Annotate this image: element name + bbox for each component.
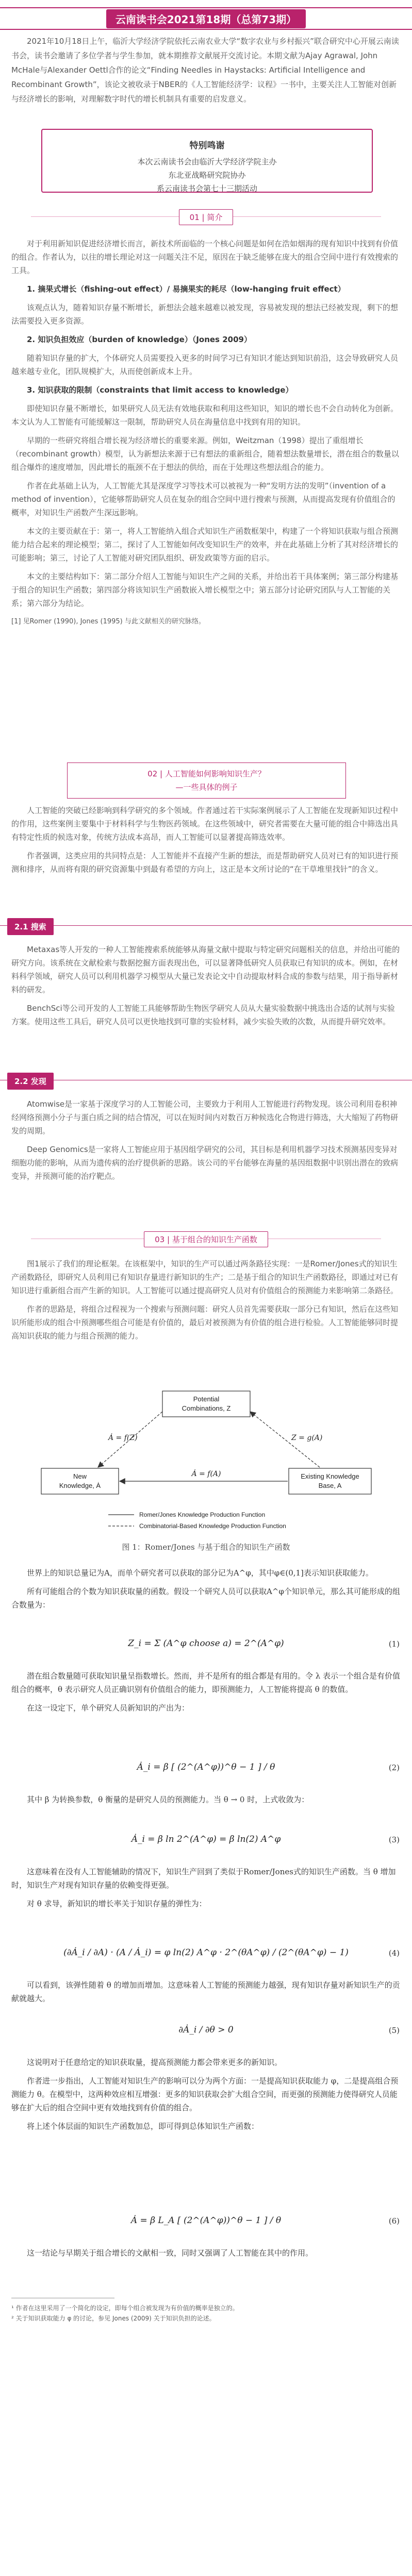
section-02-heading xyxy=(67,762,346,799)
subsection-2-1-heading xyxy=(0,917,412,935)
subsection-2-1-body xyxy=(11,943,401,1033)
section-03-title: 03 | 基于组合的知识生产函数 xyxy=(144,1231,268,1247)
section-03-heading xyxy=(0,1231,412,1247)
legend-label-1: Romer/Jones Knowledge Production Function xyxy=(139,1511,266,1518)
section-02-subtitle: —一些具体的例子 xyxy=(175,783,238,792)
box-top-line-1: Potential xyxy=(193,1395,220,1403)
model-text-1 xyxy=(11,1566,401,1617)
equation-5-number: (5) xyxy=(388,2026,400,2035)
acknowledgement-line-2: 东北亚战略研究院协办 xyxy=(168,171,246,180)
section-01-heading xyxy=(0,209,412,225)
label-g-of-a: Z = g(A) xyxy=(291,1434,323,1442)
model-text-6 xyxy=(11,2056,401,2138)
s02-paragraph-1: 人工智能的突破已经影响到科学研究的多个领域。作者通过若干实际案例展示了人工智能在发现新知识过程中的作用，这些案例主要集中于材料科学与生物医药领域。在这些领域中，研究者需要在大量可能的组合中筛选出具有特定性质的候选对象，传统方法成本高昂，而人工智能可以显著提高筛选效率。 xyxy=(11,806,399,842)
section-02-intro xyxy=(11,804,401,881)
box-right-line-2: Base, A xyxy=(318,1482,342,1489)
s01-point-2-heading: 2. 知识负担效应（burden of knowledge）（Jones 2009） xyxy=(27,335,252,344)
subsection-rule xyxy=(0,925,412,926)
model-text-3 xyxy=(11,1793,401,1811)
s01-paragraph-1: 对于利用新知识促进经济增长而言，新技术所面临的一个核心问题是如何在浩如烟海的现有知识中找到有价值的组合。作者认为，以往的增长理论对这一问题关注不足，原因在于缺乏能够在庞大的组合空间中进行有效搜索的工具。 xyxy=(11,239,399,275)
intro-paragraph xyxy=(11,34,401,106)
acknowledgement-line-1: 本次云南读书会由临沂大学经济学院主办 xyxy=(137,157,277,166)
math-paragraph-8: 可以看到，该弹性随着 θ 的增加而增加。这意味着人工智能的预测能力越强，现有知识存量对新知识生产的贡献就越大。 xyxy=(11,1980,400,2003)
equation-4: (∂Ȧ_i / ∂A) · (A / Ȧ_i) = φ ln(2) A^φ · 2^(θA^φ) / (2^(θA^φ) − 1) xyxy=(63,1947,349,1958)
s01-paragraph-5: 早期的一些研究将组合增长视为经济增长的重要来源。例如，Weitzman（1998）提出了重组增长（recombinant growth）模型，认为新想法来源于已有想法的重新组合，随着想法数量增长，潜在组合的数量以组合爆炸的速度增加，因此增长的瓶颈不在于想法的供给，而在于处理这些想法组合的能力。 xyxy=(11,436,399,472)
acknowledgement-title: 特别鸣谢 xyxy=(189,141,225,151)
subsection-2-2-heading xyxy=(0,1072,412,1089)
figure-caption: 图 1：Romer/Jones 与基于组合的知识生产函数 xyxy=(122,1543,290,1552)
label-f-of-a: Ȧ = f(A) xyxy=(191,1470,221,1478)
equation-3-number: (3) xyxy=(388,1835,400,1844)
s01-point-1-heading: 1. 摘果式增长（fishing-out effect）/ 易摘果实的耗尽（low-hanging fruit effect） xyxy=(27,284,345,294)
label-f-of-z: Ȧ = f(Z) xyxy=(108,1434,138,1442)
box-left-line-1: New xyxy=(73,1472,87,1480)
section-01-title: 01 | 简介 xyxy=(179,209,234,225)
s01-footnote: [1] 见Romer (1990), Jones (1995) 与此文献相关的研究脉络。 xyxy=(11,618,205,625)
equation-1: Z_i = Σ (A^φ choose a) = 2^(A^φ) xyxy=(128,1638,284,1649)
s02-paragraph-6: Deep Genomics是一家将人工智能应用于基因组学研究的公司，其目标是利用机器学习技术预测基因变异对细胞功能的影响，从而为遗传病的治疗提供新的思路。该公司的平台能够在海量的基因组数据中识别出潜在的致病变异，并预测可能的治疗靶点。 xyxy=(11,1145,399,1181)
equation-6: Ȧ = β L_A [ (2^(A^φ))^θ − 1 ] / θ xyxy=(130,2215,282,2226)
equation-6-number: (6) xyxy=(388,2216,400,2226)
s01-paragraph-7: 本文的主要贡献在于：第一，将人工智能纳入组合式知识生产函数框架中，构建了一个将知识获取与组合预测能力结合起来的理论模型；第二，探讨了人工智能如何改变知识生产的效率，并在此基础上分析了其对经济增长的可能影响；第三，讨论了人工智能对研究团队组织、研发政策等方面的启示。 xyxy=(11,527,399,563)
intro-text: 2021年10月18日上午，临沂大学经济学院依托云南农业大学“数字农业与乡村振兴”联合研究中心开展云南读书会，读书会邀请了多位学者与学生参加，就本期推荐文献展开交流讨论。本期文献为Ajay Agrawal, John McHale与Alexander Oettl合作的论文“Finding Needles in Haystacks: Artificial Intelligence and Recombinant Growth”，该论文被收录于NBER的《人工智能经济学：议程》一书中，主要关注人工智能对创新与经济增长的影响，对理解数字时代的增长机制具有重要的启发意义。 xyxy=(11,37,399,104)
issue-tag: 云南读书会2021第18期（总第73期） xyxy=(106,9,306,28)
footnote-2: ² 关于知识获取能力 φ 的讨论，参见 Jones (2009) 关于知识负担的论述。 xyxy=(11,2315,216,2322)
s01-paragraph-4: 即使知识存量不断增长，如果研究人员无法有效地获取和利用这些知识，知识的增长也不会自动转化为创新。本文认为人工智能有可能缓解这一限制，帮助研究人员在海量信息中找到有用的知识。 xyxy=(11,404,399,427)
footnotes xyxy=(11,2303,401,2324)
math-paragraph-5: 其中 β 为转换参数，θ 衡量的是研究人员的预测能力。当 θ → 0 时，上式收敛为： xyxy=(27,1795,309,1804)
math-paragraph-12: 这一结论与早期关于组合增长的文献相一致，同时又强调了人工智能在其中的作用。 xyxy=(27,2248,314,2258)
model-text-5 xyxy=(11,1978,401,2010)
model-text-4 xyxy=(11,1865,401,1916)
box-top-line-2: Combinations, Z xyxy=(182,1404,231,1412)
section-01-body xyxy=(11,237,401,634)
s02-paragraph-5: Atomwise是一家基于深度学习的人工智能公司，主要致力于利用人工智能进行药物发现。该公司利用卷积神经网络预测小分子与蛋白质之间的结合情况，可以在短时间内对数百万种候选化合物进行筛选，大大缩短了药物研发的周期。 xyxy=(11,1099,399,1136)
section-03-body xyxy=(11,1257,401,1348)
math-paragraph-11: 将上述个体层面的知识生产函数加总，即可得到总体知识生产函数： xyxy=(27,2122,259,2131)
equation-1-number: (1) xyxy=(388,1639,400,1649)
s03-paragraph-2: 作者的思路是，将组合过程视为一个搜索与预测问题：研究人员首先需要获取一部分已有知识，然后在这些知识所能形成的组合中预测哪些组合可能是有价值的，最后对被预测为有价值的组合进行检验。人工智能能够同时提高知识获取的能力与组合预测的能力。 xyxy=(11,1304,399,1341)
footnote-1: ¹ 作者在这里采用了一个简化的设定，即每个组合被发现为有价值的概率是独立的。 xyxy=(11,2304,239,2312)
s01-paragraph-3: 随着知识存量的扩大，个体研究人员需要投入更多的时间学习已有知识才能达到知识前沿，这会导致研究人员越来越专业化，团队规模扩大，从而使创新成本上升。 xyxy=(11,353,399,376)
s02-paragraph-2: 作者强调，这类应用的共同特点是：人工智能并不直接产生新的想法，而是帮助研究人员对已有的知识进行预测和排序，从而将有限的研究资源集中到最有希望的方向上，这正是本文所讨论的“在干草堆里找针”的含义。 xyxy=(11,851,399,874)
s01-paragraph-6: 作者在此基础上认为，人工智能尤其是深度学习等技术可以被视为一种“发明方法的发明”（invention of a method of invention），它能够帮助研究人员在复杂的组合空间中进行搜索与预测，从而提高发现有价值组合的概率，对知识生产函数产生深远影响。 xyxy=(11,481,395,517)
subsection-2-2-body xyxy=(11,1097,401,1188)
s03-paragraph-1: 图1展示了我们的理论框架。在该框架中，知识的生产可以通过两条路径实现：一是Romer/Jones式的知识生产函数路径，即研究人员利用已有知识存量进行新知识的生产；二是基于组合的知识生产函数路径，即通过对已有知识进行重新组合而产生新的知识。人工智能可以通过提高研究人员对有价值组合的预测能力来影响第二条路径。 xyxy=(11,1259,399,1295)
s01-paragraph-2: 该观点认为，随着知识存量不断增长，新想法会越来越难以被发现，容易被发现的想法已经被发现，剩下的想法需要投入更多资源。 xyxy=(11,303,399,326)
box-left-line-2: Knowledge, Ȧ xyxy=(59,1482,101,1489)
box-right-line-1: Existing Knowledge xyxy=(301,1472,359,1480)
subsection-2-1-label: 2.1 搜索 xyxy=(7,918,54,935)
math-paragraph-7: 对 θ 求导，新知识的增长率关于知识存量的弹性为： xyxy=(27,1899,207,1908)
knowledge-production-diagram xyxy=(31,1386,381,1535)
s01-point-3-heading: 3. 知识获取的限制（constraints that limit access to knowledge） xyxy=(27,385,293,395)
math-paragraph-3: 潜在组合数量随可获取知识量呈指数增长。然而，并不是所有的组合都是有用的。令 λ 表示一个组合是有价值组合的概率，θ 表示研究人员正确识别有价值组合的能力，即预测能力，人工智能将提高 θ 的数值。 xyxy=(11,1671,401,1694)
equation-5: ∂Ȧ_i / ∂θ > 0 xyxy=(178,2025,234,2035)
model-text-7 xyxy=(11,2246,401,2265)
math-paragraph-2: 所有可能组合的个数为知识获取量的函数。假设一个研究人员可以获取A^φ个知识单元，那么其可能形成的组合数量为： xyxy=(11,1587,400,1609)
math-paragraph-1: 世界上的知识总量记为A，而单个研究者可以获取的部分记为A^φ，其中φ∈(0,1]表示知识获取能力。 xyxy=(27,1568,373,1578)
s02-paragraph-4: BenchSci等公司开发的人工智能工具能够帮助生物医学研究人员从大量实验数据中挑选出合适的试剂与实验方案。使用这些工具后，研究人员可以更快地找到可靠的实验材料，减少实验失败的次数，从而提升研究效率。 xyxy=(11,1004,395,1026)
math-paragraph-10: 作者进一步指出，人工智能对知识生产的影响可以分为两个方面：一是提高知识获取能力 φ，二是提高组合预测能力 θ。在模型中，这两种效应相互增强：更多的知识获取会扩大组合空间，而更强的预测能力使得研究人员能够在扩大后的组合空间中更有效地找到有价值的组合。 xyxy=(11,2076,399,2112)
model-text-2 xyxy=(11,1669,401,1720)
header-ribbon xyxy=(0,7,412,30)
equation-3: Ȧ_i = β ln 2^(A^φ) = β ln(2) A^φ xyxy=(131,1834,281,1844)
legend-label-2: Combinatorial-Based Knowledge Production Function xyxy=(139,1522,286,1530)
math-paragraph-9: 这说明对于任意给定的知识获取量，提高预测能力都会带来更多的新知识。 xyxy=(27,2058,283,2067)
s02-paragraph-3: Metaxas等人开发的一种人工智能搜索系统能够从海量文献中提取与特定研究问题相关的信息，并给出可能的研究方向。该系统在文献检索与数据挖掘方面表现出色，可以显著降低研究人员获取已有知识的成本。例如，在材料科学领域，研究人员可以利用机器学习模型从大量已发表论文中自动提取材料合成的参数与结果，用于指导新材料的研发。 xyxy=(11,945,400,994)
equation-4-number: (4) xyxy=(388,1948,400,1958)
equation-2-number: (2) xyxy=(388,1763,400,1772)
section-02-title: 02 | 人工智能如何影响知识生产？ xyxy=(147,769,266,778)
math-paragraph-4: 在这一设定下，单个研究人员新知识的产出为： xyxy=(27,1703,190,1713)
math-paragraph-6: 这意味着在没有人工智能辅助的情况下，知识生产回到了类似于Romer/Jones式的知识生产函数。当 θ 增加时，知识生产对现有知识存量的依赖变得更强。 xyxy=(11,1867,396,1890)
acknowledgement-line-3: 系云南读书会第七十三期活动 xyxy=(156,184,257,193)
equation-2: Ȧ_i = β [ (2^(A^φ))^θ − 1 ] / θ xyxy=(137,1762,275,1772)
subsection-2-2-label: 2.2 发现 xyxy=(7,1073,54,1090)
s01-paragraph-8: 本文的主要结构如下：第二部分介绍人工智能与知识生产之间的关系，并给出若干具体案例；第三部分构建基于组合的知识生产函数；第四部分将该知识生产函数嵌入增长模型之中；第五部分讨论研究团队与人工智能的关系；第六部分为结论。 xyxy=(11,572,399,608)
acknowledgement-box xyxy=(41,129,373,193)
